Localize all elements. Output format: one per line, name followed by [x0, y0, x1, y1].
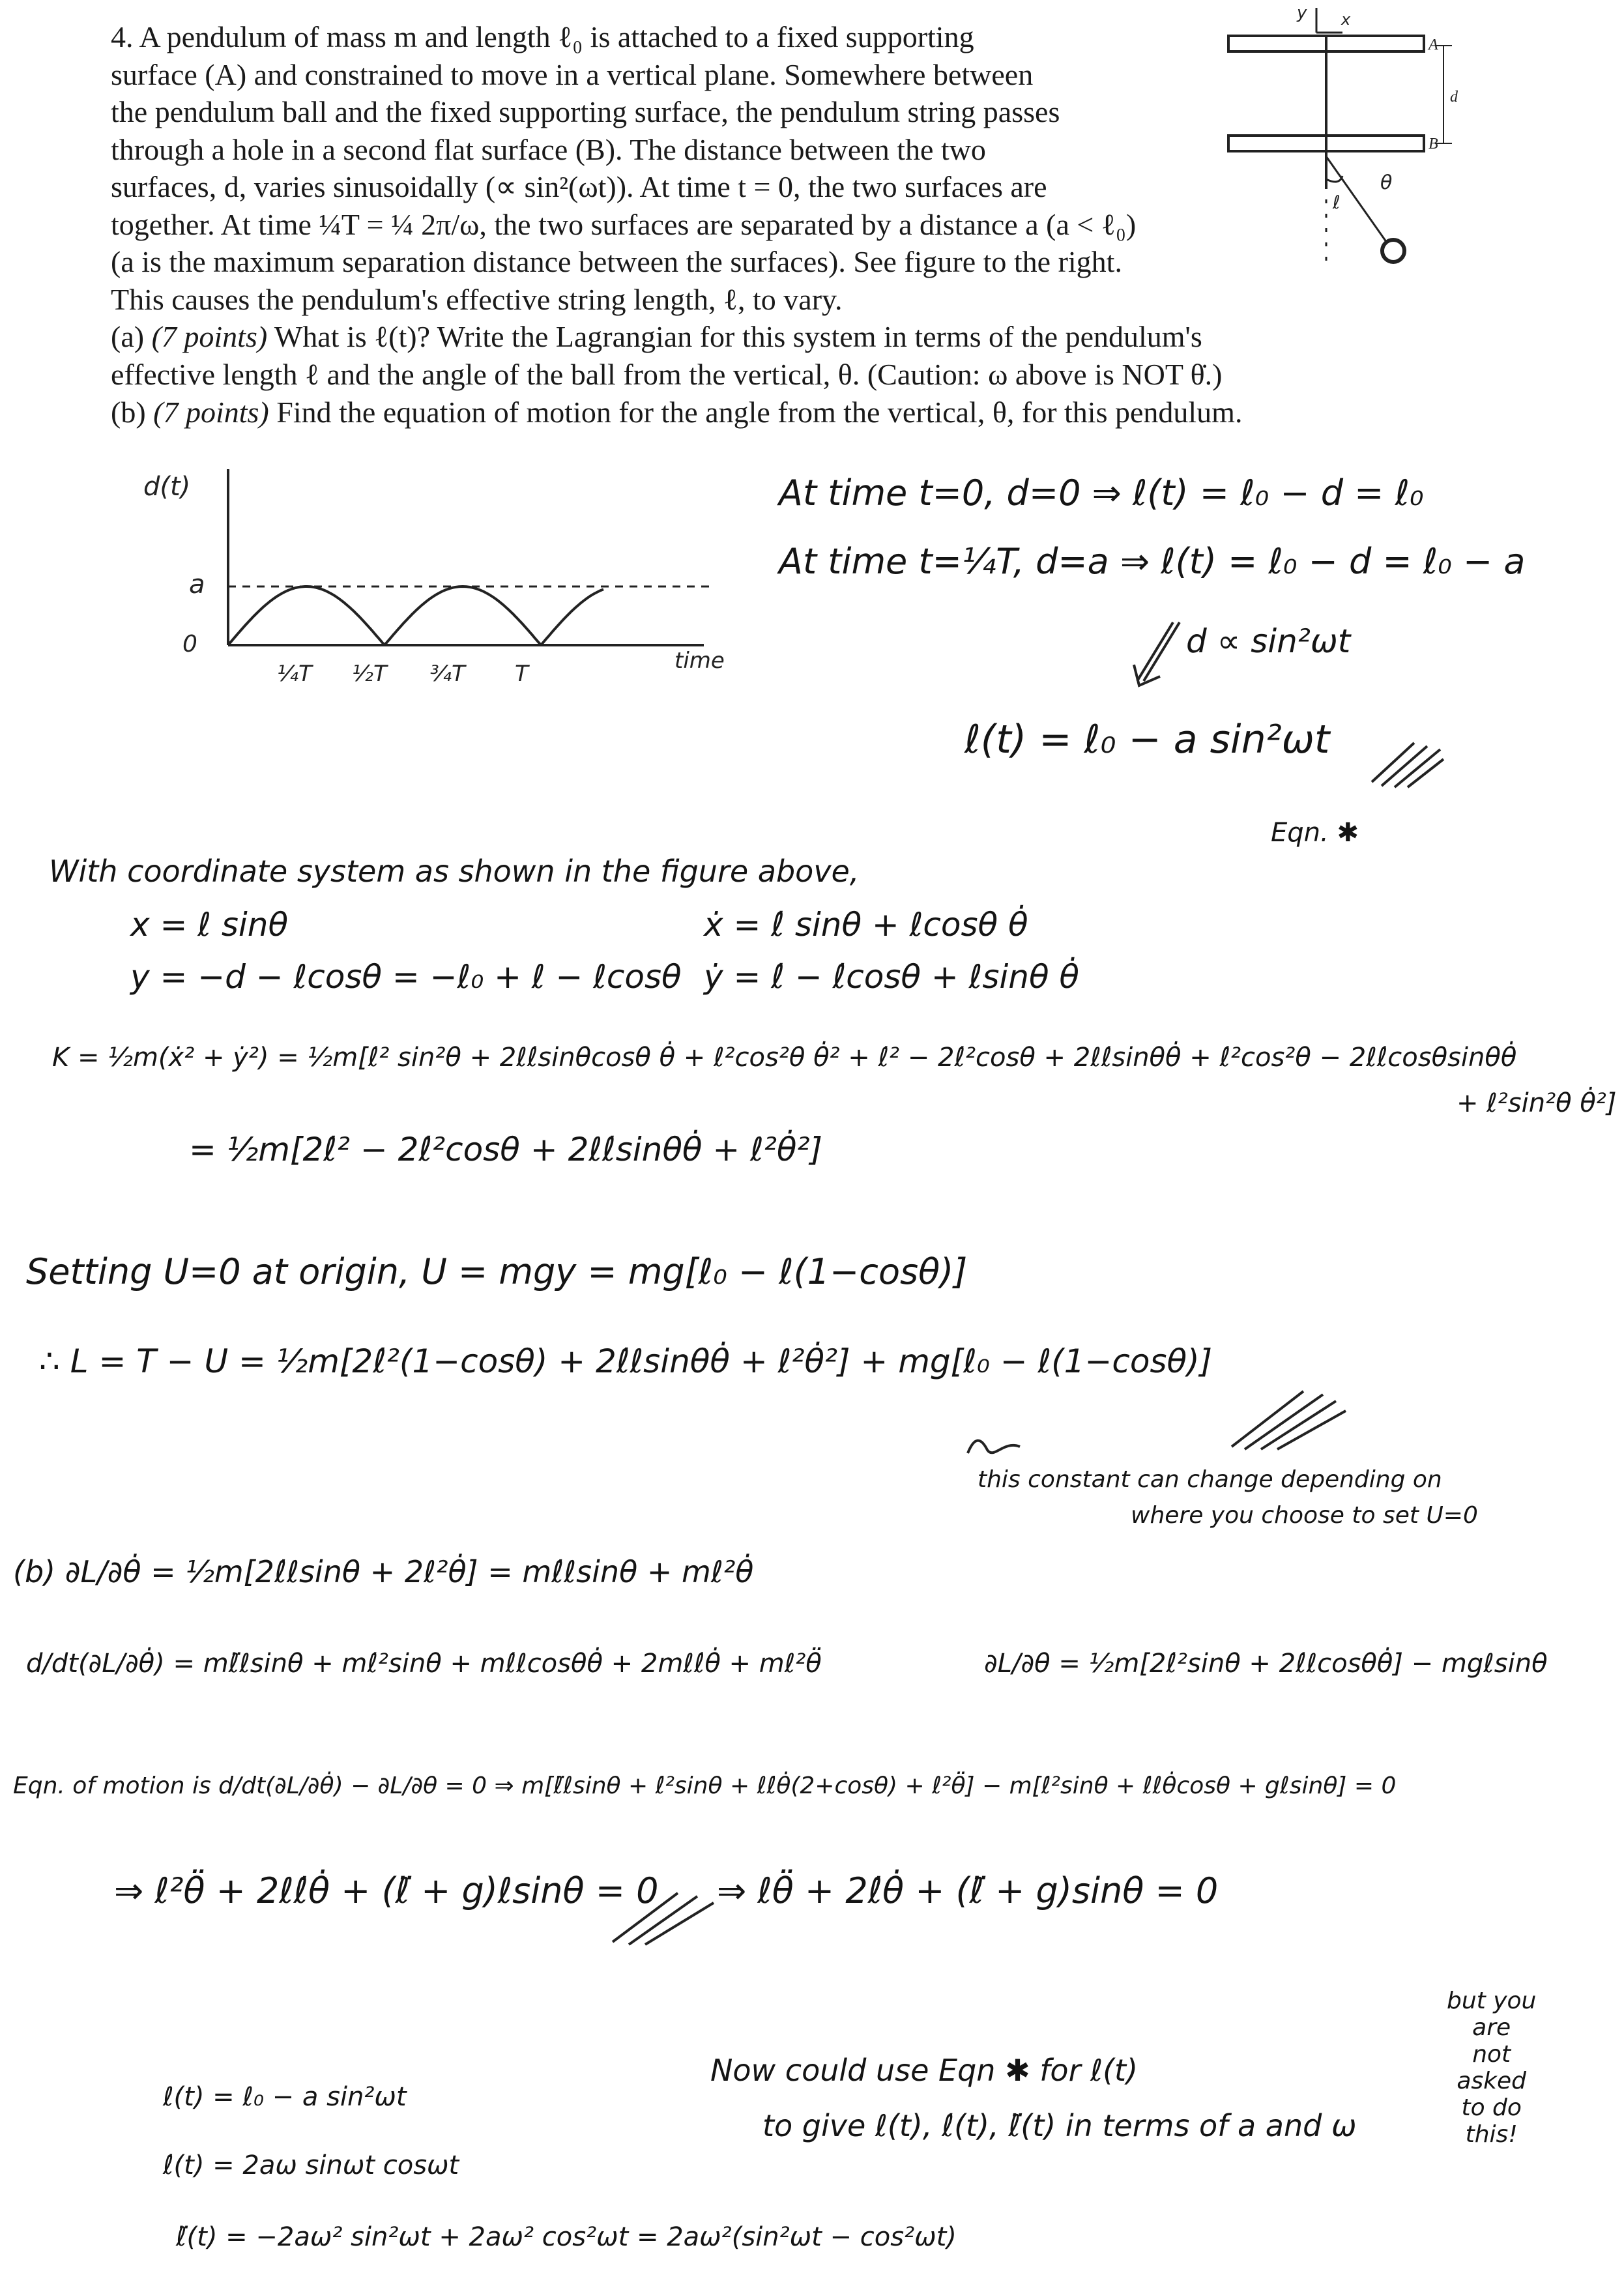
graph-tick-half: ½T: [352, 661, 387, 687]
part-b-label: (b): [111, 396, 146, 429]
aside-lddot: ℓ̈(t) = −2aω² sin²ωt + 2aω² cos²ωt = 2aω²(sin²ωt − cos²ωt): [176, 2222, 957, 2252]
note-constant-2: where you choose to set U=0: [1131, 1502, 1478, 1529]
b-dL-dthetadot: (b) ∂L/∂θ̇ = ½m[2ℓ̇ℓsinθ + 2ℓ²θ̇] = mℓ̇ℓsinθ + mℓ²θ̇: [13, 1554, 754, 1589]
part-b-text: Find the equation of motion for the angle from the vertical, θ, for this pendulum.: [276, 396, 1243, 429]
now-line-2: to give ℓ(t), ℓ̇(t), ℓ̈(t) in terms of a and ω: [762, 2108, 1357, 2143]
emphasis-hatch: [606, 1883, 723, 1948]
aside-ldot: ℓ̇(t) = 2aω sinωt cosωt: [163, 2150, 459, 2180]
equation-of-motion: Eqn. of motion is d/dt(∂L/∂θ̇) − ∂L/∂θ = 0 ⇒ m[ℓ̈ℓsinθ + ℓ̇²sinθ + ℓℓ̇θ̇(2+cosθ) + ℓ²θ̈] − m[ℓ̇²sinθ + ℓ̇ℓθ̇cosθ + gℓsinθ] = 0: [13, 1772, 1397, 1799]
problem-line: surface (A) and constrained to move in a vertical plane. Somewhere between: [111, 57, 1034, 91]
problem-line: 4. A pendulum of mass m and length ℓ₀ is attached to a fixed supporting: [111, 20, 974, 53]
a-result: ℓ(t) = ℓ₀ − a sin²ωt: [964, 717, 1330, 762]
pendulum-figure: [1225, 0, 1473, 274]
label-a: A: [1428, 36, 1438, 53]
emphasis-hatch: [1369, 730, 1447, 789]
distance-graph: [130, 456, 749, 704]
part-b-question: [111, 394, 1512, 431]
note-constant-1: this constant can change depending on: [978, 1466, 1442, 1493]
a-line-2: At time t=¼T, d=a ⇒ ℓ(t) = ℓ₀ − d = ℓ₀ − a: [779, 541, 1526, 582]
underline-squiggle: [964, 1434, 1023, 1460]
graph-tick-quarter: ¼T: [277, 661, 312, 687]
x-equation: x = ℓ sinθ: [130, 906, 289, 944]
distance-curve: [228, 586, 603, 645]
label-l: ℓ: [1333, 192, 1341, 213]
down-arrow-icon: [1134, 619, 1186, 691]
part-a-points: (7 points): [151, 320, 268, 353]
part-a-label: (a): [111, 320, 145, 353]
label-b: B: [1428, 136, 1438, 152]
side-note-line: not: [1472, 2041, 1511, 2068]
problem-line: through a hole in a second flat surface (B). The distance between the two: [111, 132, 986, 166]
potential-energy-line: Setting U=0 at origin, U = mgy = mg[ℓ₀ − ℓ(1−cosθ)]: [26, 1251, 968, 1292]
part-b-points: (7 points): [153, 396, 269, 429]
kinetic-energy-line-2: = ½m[2ℓ̇² − 2ℓ̇²cosθ + 2ℓℓ̇sinθθ̇ + ℓ²θ̇²]: [189, 1131, 823, 1168]
aside-l: ℓ(t) = ℓ₀ − a sin²ωt: [163, 2082, 407, 2112]
graph-xlabel: time: [674, 648, 725, 674]
label-d: d: [1450, 89, 1458, 106]
coord-intro: With coordinate system as shown in the figure above,: [49, 854, 860, 889]
a-line-1: At time t=0, d=0 ⇒ ℓ(t) = ℓ₀ − d = ℓ₀: [779, 472, 1424, 514]
emphasis-hatch: [1225, 1382, 1349, 1453]
label-x: x: [1341, 10, 1351, 29]
pendulum-ball: [1382, 240, 1404, 262]
side-note-line: this!: [1465, 2121, 1518, 2148]
part-a-text: What is ℓ(t)? Write the Lagrangian for this system in terms of the pendulum's: [274, 320, 1202, 353]
eqn-tag: Eqn. ✱: [1271, 818, 1359, 848]
graph-y-a: a: [189, 570, 205, 600]
final-eom-2: ⇒ ℓθ̈ + 2ℓ̇θ̇ + (ℓ̈ + g)sinθ = 0: [717, 1870, 1219, 1911]
label-y: y: [1297, 3, 1307, 23]
part-a-question-cont: effective length ℓ and the angle of the ball from the vertical, θ. (Caution: ω above is NOT θ̇.): [111, 358, 1223, 391]
ydot-equation: ẏ = ℓ̇ − ℓ̇cosθ + ℓsinθ θ̇: [704, 958, 1080, 996]
final-eom-1: ⇒ ℓ²θ̈ + 2ℓℓ̇θ̇ + (ℓ̈ + g)ℓsinθ = 0: [114, 1870, 659, 1911]
a-proportional: d ∝ sin²ωt: [1186, 622, 1351, 660]
graph-y-0: 0: [182, 631, 197, 658]
problem-line: surfaces, d, varies sinusoidally (∝ sin²(ωt)). At time t = 0, the two surfaces are: [111, 170, 1047, 203]
graph-ylabel: d(t): [143, 472, 191, 502]
side-note-line: asked: [1457, 2068, 1527, 2094]
graph-tick-T: T: [515, 661, 529, 687]
problem-line: the pendulum ball and the fixed supporting surface, the pendulum string passes: [111, 95, 1060, 128]
xdot-equation: ẋ = ℓ̇ sinθ + ℓcosθ θ̇: [704, 906, 1028, 944]
b-time-derivative: d/dt(∂L/∂θ̇) = mℓ̈ℓsinθ + mℓ̇²sinθ + mℓ̇ℓcosθθ̇ + 2mℓℓ̇θ̇ + mℓ²θ̈: [26, 1649, 822, 1679]
graph-tick-three-quarter: ¾T: [430, 661, 465, 687]
y-equation: y = −d − ℓcosθ = −ℓ₀ + ℓ − ℓcosθ: [130, 958, 682, 996]
side-note: [1447, 1988, 1536, 2148]
lagrangian-line: ∴ L = T − U = ½m[2ℓ̇²(1−cosθ) + 2ℓ̇ℓsinθθ̇ + ℓ²θ̇²] + mg[ℓ₀ − ℓ(1−cosθ)]: [39, 1342, 1213, 1380]
side-note-line: are: [1472, 2014, 1511, 2041]
kinetic-energy-line-1: K = ½m(ẋ² + ẏ²) = ½m[ℓ̇² sin²θ + 2ℓℓ̇sinθcosθ θ̇ + ℓ²cos²θ θ̇² + ℓ̇² − 2ℓ̇²cosθ + 2ℓℓ̇sinθθ̇ + ℓ̇²cos²θ − 2ℓℓ̇cosθsinθθ̇: [52, 1043, 1517, 1073]
problem-statement: [111, 18, 1243, 429]
side-note-line: to do: [1461, 2094, 1522, 2121]
b-dL-dtheta: ∂L/∂θ = ½m[2ℓ̇²sinθ + 2ℓ̇ℓcosθθ̇] − mgℓsinθ: [984, 1649, 1548, 1679]
label-theta: θ: [1380, 171, 1393, 194]
kinetic-energy-line-1b: + ℓ²sin²θ θ̇²]: [1457, 1088, 1617, 1118]
problem-line: (a is the maximum separation distance between the surfaces). See figure to the right.: [111, 245, 1122, 278]
problem-line: together. At time ¼T = ¼ 2π/ω, the two surfaces are separated by a distance a (a < ℓ₀): [111, 207, 1137, 241]
problem-line: This causes the pendulum's effective string length, ℓ, to vary.: [111, 282, 843, 316]
now-line-1: Now could use Eqn ✱ for ℓ(t): [710, 2053, 1138, 2088]
side-note-line: but you: [1447, 1988, 1537, 2014]
part-a-question: [111, 318, 1512, 356]
